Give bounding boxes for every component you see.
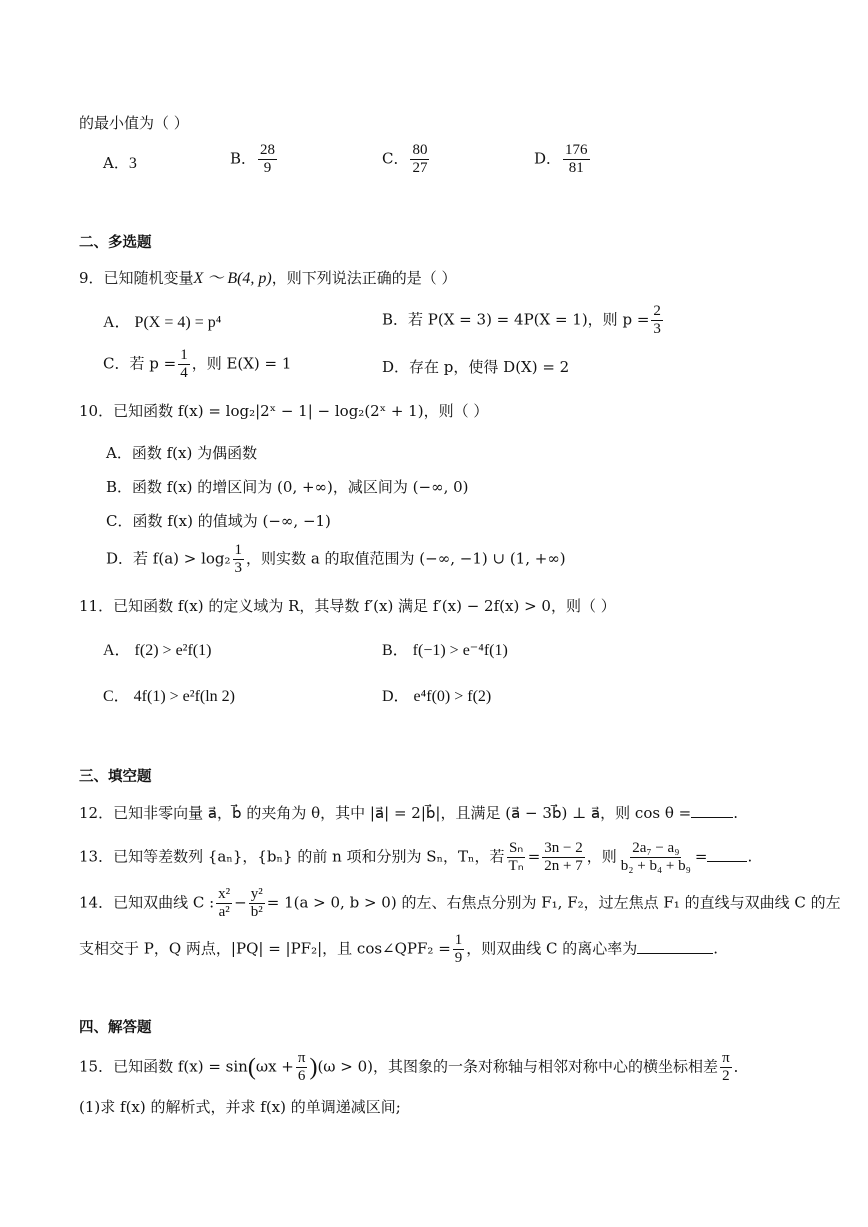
q11-stem: 11．已知函数 f(x) 的定义域为 R，其导数 f′(x) 满足 f′(x) − 2f(x) > 0，则（ ） — [79, 597, 616, 615]
q14-line1: 14．已知双曲线 C : $\frac{\text{x²}}{\text{a²}}$ − $\frac{\text{y²}}{\text{b²}}$ = 1(a > 0, b > 0) 的左、右焦点分别为 F₁, F₂，过左焦点 F₁ 的直线与双曲线 C 的左 — [79, 886, 841, 920]
q11-option-a: A． f(2) > e²f(1) — [103, 642, 212, 659]
q8-option-c: C． $\frac{80}{27}$ — [382, 142, 428, 176]
q11-option-b: B． f(−1) > e⁻⁴f(1) — [382, 642, 508, 659]
section-fill-in: 三、填空题 — [79, 769, 152, 785]
q10-option-d: D．若 f(a) > log₂ $\frac{1}{3}$ ，则实数 a 的取值范围为 (−∞, −1) ∪ (1, +∞) — [106, 542, 566, 576]
q13-text: 13．已知等差数列 {aₙ}，{bₙ} 的前 n 项和分别为 Sₙ，Tₙ，若 $\frac{\text{Sₙ}}{\text{Tₙ}}$ = $\frac{3n - 2}{2n + 7}$ ，则 $\frac{\text{2a₇ − a₉}}{\text{b₂ + b₄ + b₉}}$ = . — [79, 840, 753, 874]
q13-answer-blank[interactable] — [707, 861, 747, 862]
section-answer: 四、解答题 — [79, 1020, 152, 1036]
q10-option-b: B．函数 f(x) 的增区间为 (0, +∞)，减区间为 (−∞, 0) — [106, 478, 469, 496]
q11-option-c: C． 4f(1) > e²f(ln 2) — [103, 688, 236, 705]
q9-option-c: C．若 p = $\frac{1}{4}$ ，则 E(X) = 1 — [103, 347, 292, 381]
q9-option-b: B．若 P(X = 3) = 4P(X = 1)，则 p = $\frac{2}{3}$ — [382, 303, 661, 337]
q9-option-d: D．存在 p，使得 D(X) = 2 — [382, 358, 570, 376]
q8-option-b: B． $\frac{28}{9}$ — [230, 142, 276, 176]
q14-answer-blank[interactable] — [637, 953, 713, 954]
q9-option-a: A． P(X = 4) = p⁴ — [103, 314, 222, 331]
q10-stem: 10．已知函数 f(x) = log₂|2ˣ − 1| − log₂(2ˣ + 1)，则（ ） — [79, 402, 489, 420]
q10-option-a: A．函数 f(x) 为偶函数 — [106, 444, 258, 462]
q14-line2: 支相交于 P，Q 两点，|PQ| = |PF₂|，且 cos∠QPF₂ = $\frac{1}{9}$ ，则双曲线 C 的离心率为 . — [79, 932, 719, 966]
q8-tail: 的最小值为（ ） — [79, 114, 189, 132]
q15-stem: 15．已知函数 f(x) = sin(ωx + $\frac{\pi}{6}$ )(ω > 0)，其图象的一条对称轴与相邻对称中心的横坐标相差 $\frac{\pi}{2}$ ． — [79, 1050, 749, 1084]
q11-option-d: D． e⁴f(0) > f(2) — [382, 688, 492, 705]
q15-part1: (1)求 f(x) 的解析式，并求 f(x) 的单调递减区间; — [79, 1098, 401, 1116]
q9-stem: 9．已知随机变量X ～ B(4, p)，则下列说法正确的是（ ） — [79, 269, 457, 287]
q8-option-d: D． $\frac{176}{81}$ — [534, 142, 588, 176]
section-multi-choice: 二、多选题 — [79, 235, 152, 251]
q10-option-c: C．函数 f(x) 的值域为 (−∞, −1) — [106, 512, 331, 530]
q8-option-a: A．3 — [103, 154, 137, 172]
q12-text: 12．已知非零向量 a⃗，b⃗ 的夹角为 θ，其中 |a⃗| = 2|b⃗|，且满足 (a⃗ − 3b⃗) ⊥ a⃗，则 cos θ = . — [79, 804, 738, 822]
q12-answer-blank[interactable] — [691, 817, 733, 818]
